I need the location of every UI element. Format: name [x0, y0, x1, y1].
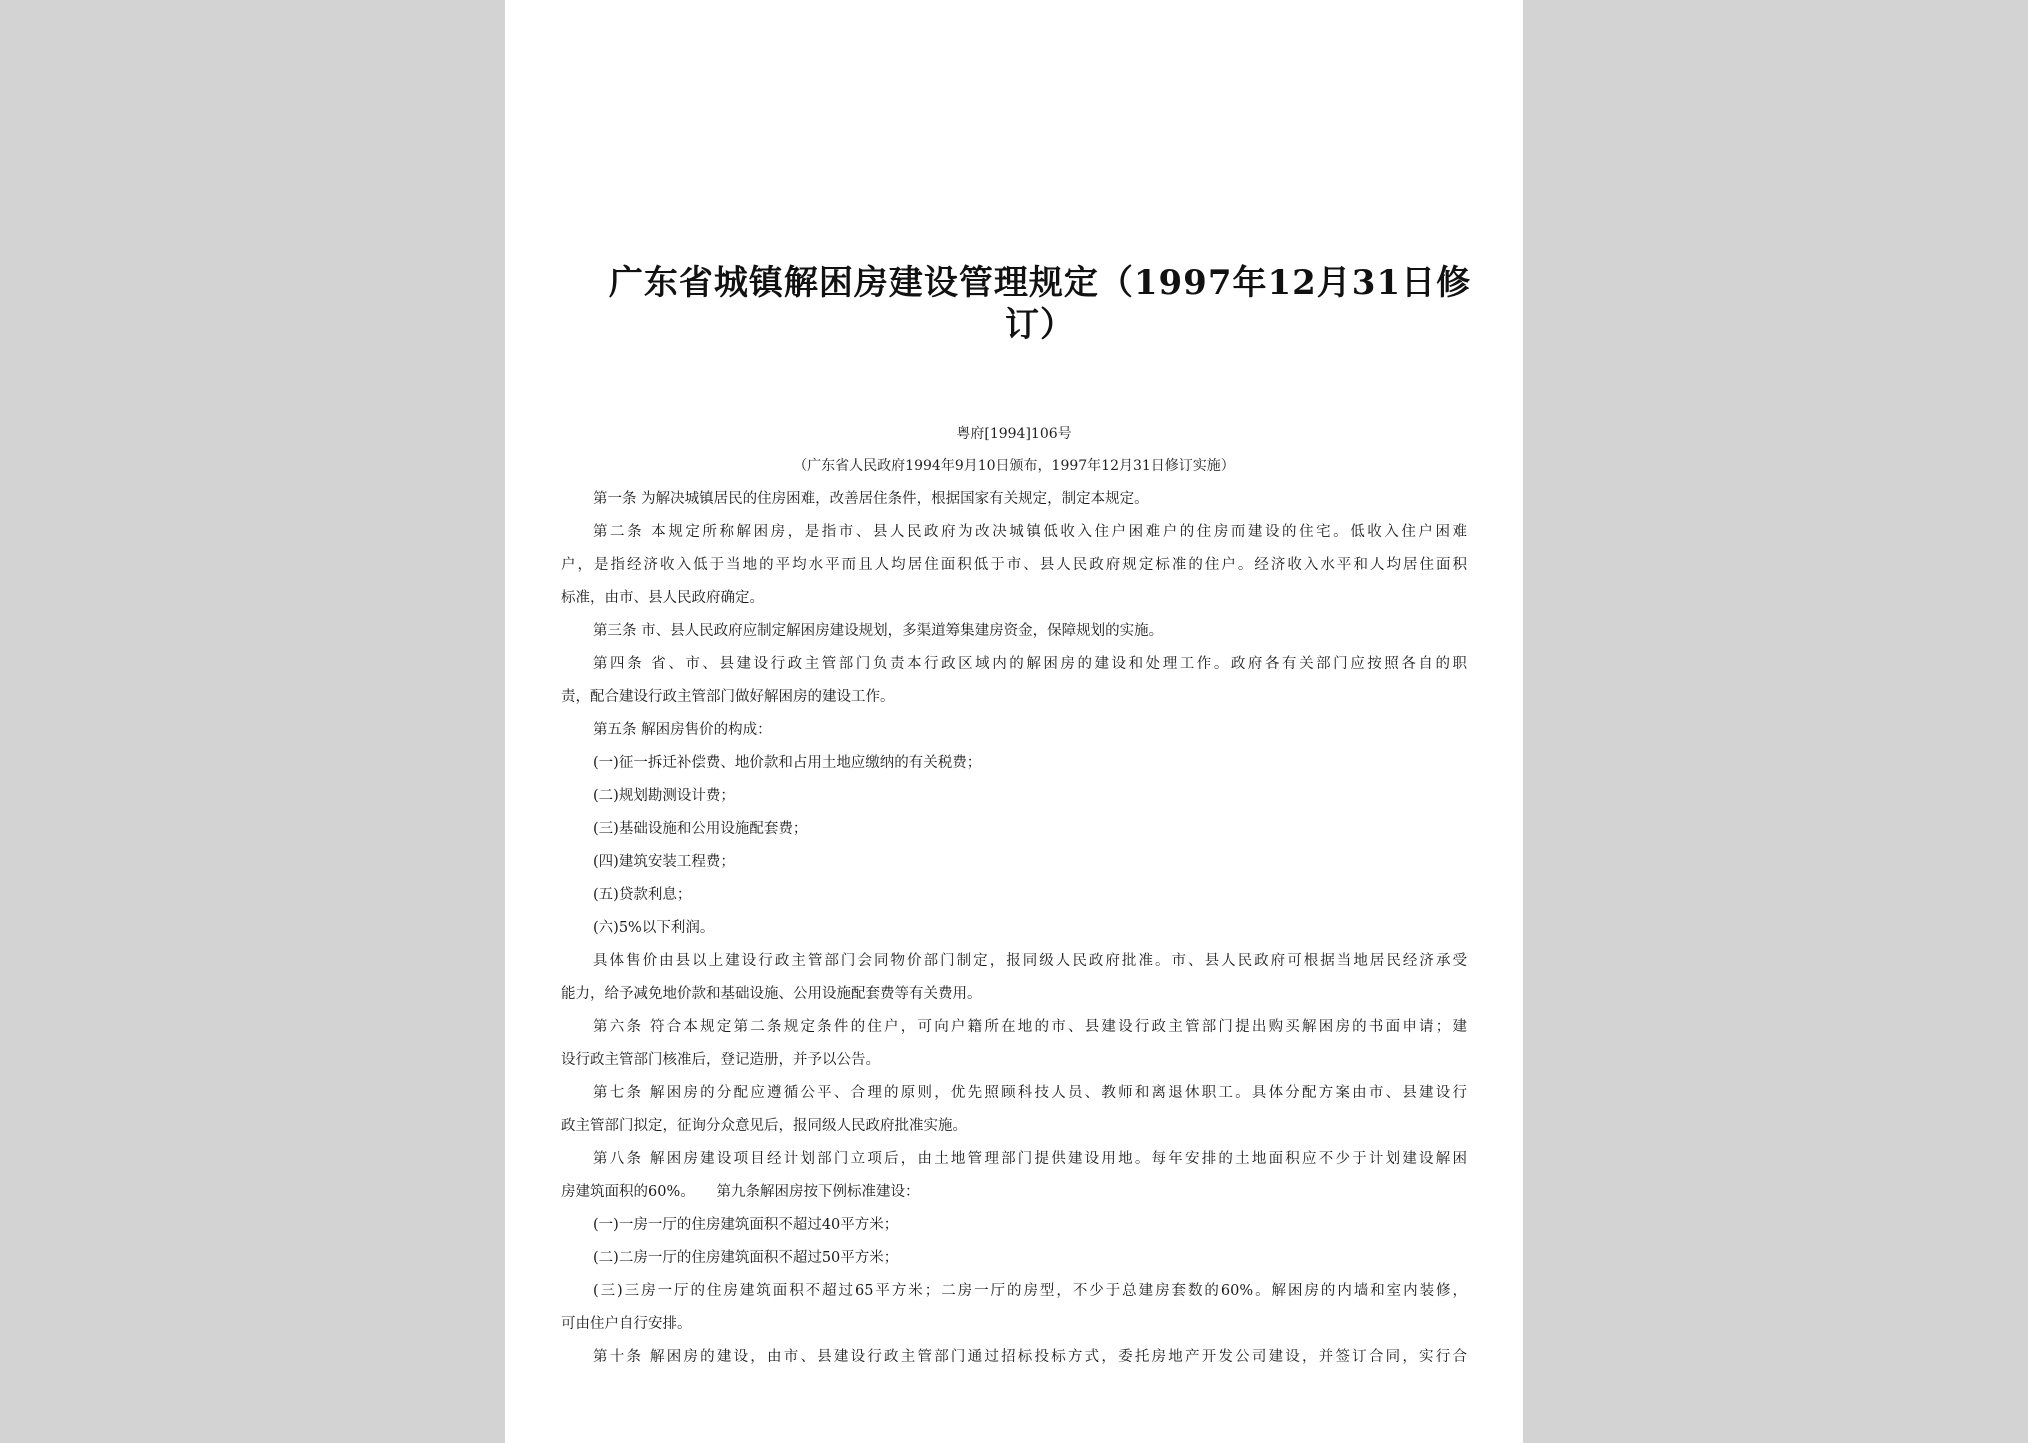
body-line: 户，是指经济收入低于当地的平均水平而且人均居住面积低于市、县人民政府规定标准的住户。经济收入水平和人均居住面积	[561, 557, 1467, 573]
body-line: 可由住户自行安排。	[561, 1316, 692, 1332]
body-line: 责，配合建设行政主管部门做好解困房的建设工作。	[561, 689, 895, 705]
body-line: 第三条 市、县人民政府应制定解困房建设规划，多渠道筹集建房资金，保障规划的实施。	[593, 623, 1164, 639]
body-line: (二)二房一厅的住房建筑面积不超过50平方米；	[593, 1250, 899, 1266]
body-line: (一)一房一厅的住房建筑面积不超过40平方米；	[593, 1217, 899, 1233]
body-line: (六)5%以下利润。	[593, 920, 715, 936]
body-line: 第二条 本规定所称解困房，是指市、县人民政府为改决城镇低收入住户困难户的住房而建设的住宅。低收入住户困难	[593, 524, 1467, 540]
title-line-1: 广东省城镇解困房建设管理规定（1997年12月31日修	[608, 263, 1472, 303]
document-page	[505, 0, 1523, 1443]
body-line: 能力，给予减免地价款和基础设施、公用设施配套费等有关费用。	[561, 986, 982, 1002]
body-line: 第五条 解困房售价的构成：	[593, 722, 772, 738]
body-line: 第七条 解困房的分配应遵循公平、合理的原则，优先照顾科技人员、教师和离退休职工。具体分配方案由市、县建设行	[593, 1085, 1467, 1101]
body-line: (三)基础设施和公用设施配套费；	[593, 821, 808, 837]
body-line: 第六条 符合本规定第二条规定条件的住户，可向户籍所在地的市、县建设行政主管部门提出购买解困房的书面申请；建	[593, 1019, 1467, 1035]
body-line: (二)规划勘测设计费；	[593, 788, 735, 804]
body-line: (一)征一拆迁补偿费、地价款和占用土地应缴纳的有关税费；	[593, 755, 982, 771]
body-line: 政主管部门拟定，征询分众意见后，报同级人民政府批准实施。	[561, 1118, 967, 1134]
document-title	[590, 262, 1490, 346]
body-line: 房建筑面积的60%。 第九条解困房按下例标准建设：	[561, 1184, 920, 1200]
document-number: 粤府[1994]106号	[956, 426, 1072, 442]
body-line: (三)三房一厅的住房建筑面积不超过65平方米；二房一厅的房型，不少于总建房套数的60%。解困房的内墙和室内装修，	[593, 1283, 1467, 1299]
body-line: 标准，由市、县人民政府确定。	[561, 590, 764, 606]
body-line: (五)贷款利息；	[593, 887, 692, 903]
title-line-2: 订）	[1005, 305, 1075, 345]
body-line: 第十条 解困房的建设，由市、县建设行政主管部门通过招标投标方式，委托房地产开发公司建设，并签订合同，实行合	[593, 1349, 1467, 1365]
issued-note: （广东省人民政府1994年9月10日颁布，1997年12月31日修订实施）	[793, 458, 1235, 474]
body-line: 设行政主管部门核准后，登记造册，并予以公告。	[561, 1052, 880, 1068]
document-body	[561, 483, 1467, 1374]
body-line: 第一条 为解决城镇居民的住房困难，改善居住条件，根据国家有关规定，制定本规定。	[593, 491, 1149, 507]
body-line: (四)建筑安装工程费；	[593, 854, 735, 870]
body-line: 具体售价由县以上建设行政主管部门会同物价部门制定，报同级人民政府批准。市、县人民政府可根据当地居民经济承受	[593, 953, 1467, 969]
body-line: 第八条 解困房建设项目经计划部门立项后，由土地管理部门提供建设用地。每年安排的土地面积应不少于计划建设解困	[593, 1151, 1467, 1167]
body-line: 第四条 省、市、县建设行政主管部门负责本行政区域内的解困房的建设和处理工作。政府各有关部门应按照各自的职	[593, 656, 1467, 672]
